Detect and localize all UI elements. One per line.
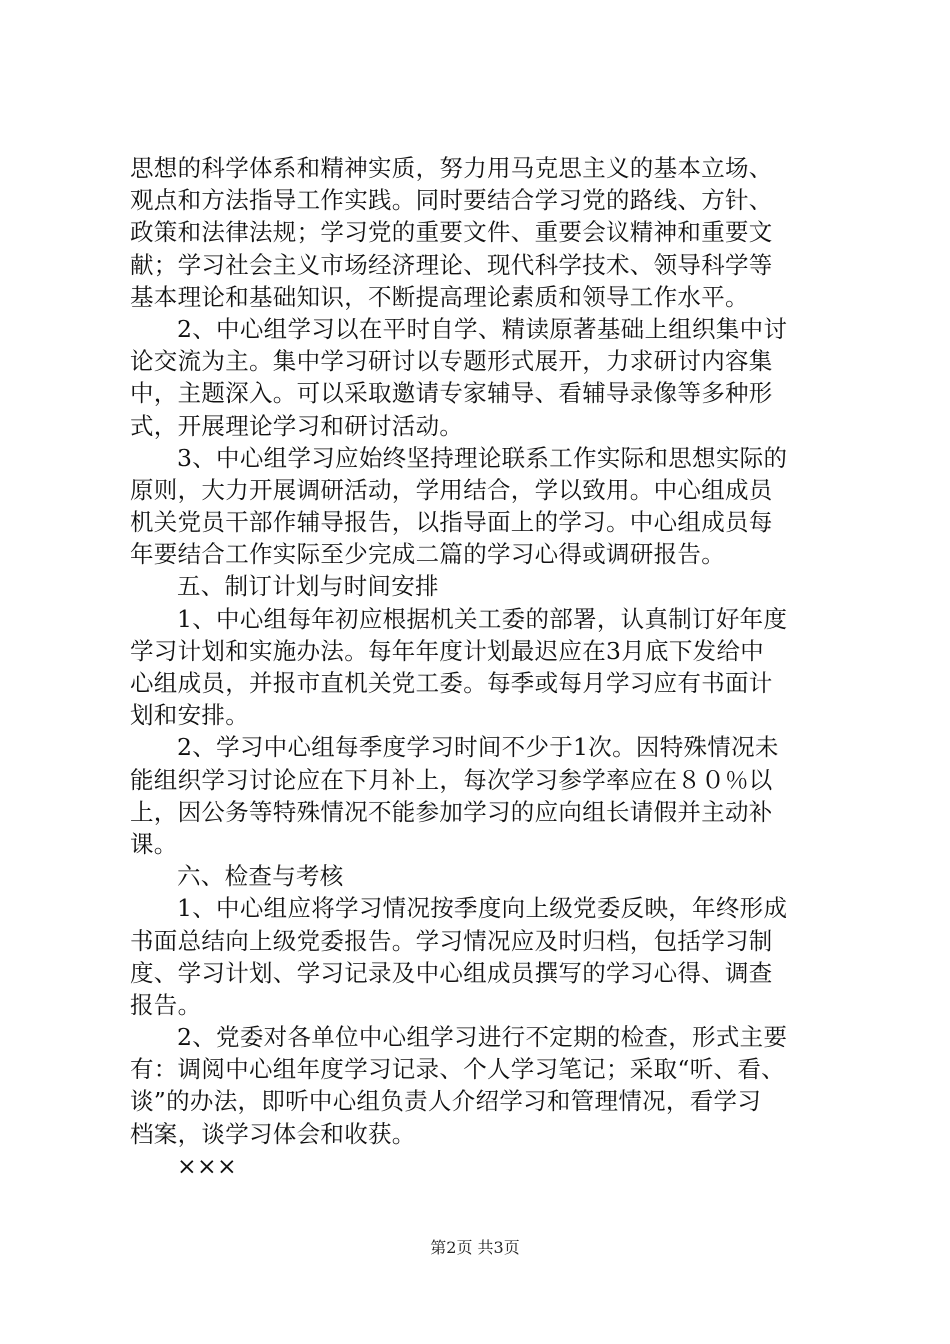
text-line: 2、党委对各单位中心组学习进行不定期的检查，形式主要	[177, 1023, 788, 1052]
text-line: ×××	[177, 1151, 237, 1180]
text-line: 机关党员干部作辅导报告，以指导面上的学习。中心组成员每	[130, 508, 773, 537]
text-line: 原则，大力开展调研活动，学用结合，学以致用。中心组成员	[130, 475, 773, 504]
text-line: 有：调阅中心组年度学习记录、个人学习笔记；采取“听、看、	[130, 1055, 785, 1084]
document-body	[130, 152, 840, 1182]
text-line: 2、中心组学习以在平时自学、精读原著基础上组织集中讨	[177, 314, 788, 343]
text-line: 基本理论和基础知识，不断提高理论素质和领导工作水平。	[130, 282, 749, 311]
text-line: 心组成员，并报市直机关党工委。每季或每月学习应有书面计	[130, 669, 773, 697]
text-line: 五、制订计划与时间安排	[177, 572, 439, 601]
text-line: 上，因公务等特殊情况不能参加学习的应向组长请假并主动补	[130, 797, 773, 826]
text-line: 划和安排。	[130, 701, 249, 730]
text-line: 观点和方法指导工作实践。同时要结合学习党的路线、方针、	[130, 186, 773, 215]
text-line: 式，开展理论学习和研讨活动。	[130, 411, 464, 440]
page-number-label: 第2页 共3页	[430, 1238, 520, 1257]
page-footer	[0, 1238, 950, 1258]
text-line: 中，主题深入。可以采取邀请专家辅导、看辅导录像等多种形	[130, 379, 773, 408]
text-line: 政策和法律法规；学习党的重要文件、重要会议精神和重要文	[130, 218, 773, 247]
text-line: 2、学习中心组每季度学习时间不少于1次。因特殊情况未	[177, 733, 779, 762]
text-line: 1、中心组每年初应根据机关工委的部署，认真制订好年度	[177, 604, 788, 633]
text-line: 度、学习计划、学习记录及中心组成员撰写的学习心得、调查	[130, 958, 773, 987]
text-line: 书面总结向上级党委报告。学习情况应及时归档，包括学习制	[130, 926, 773, 955]
text-line: 课。	[130, 829, 178, 858]
text-line: 3、中心组学习应始终坚持理论联系工作实际和思想实际的	[177, 443, 788, 472]
text-line: 论交流为主。集中学习研讨以专题形式展开，力求研讨内容集	[130, 347, 773, 376]
text-line: 献；学习社会主义市场经济理论、现代科学技术、领导科学等	[130, 250, 773, 279]
text-line: 谈”的办法，即听中心组负责人介绍学习和管理情况，看学习	[130, 1087, 762, 1116]
text-line: 学习计划和实施办法。每年年度计划最迟应在3月底下发给中	[130, 636, 765, 665]
text-line: 档案，谈学习体会和收获。	[130, 1119, 416, 1148]
text-line: 年要结合工作实际至少完成二篇的学习心得或调研报告。	[130, 540, 725, 569]
text-line: 报告。	[130, 990, 202, 1019]
text-line: 思想的科学体系和精神实质，努力用马克思主义的基本立场、	[130, 154, 773, 182]
text-line: 1、中心组应将学习情况按季度向上级党委反映，年终形成	[177, 894, 788, 923]
text-line: 六、检查与考核	[177, 862, 344, 891]
text-line: 能组织学习讨论应在下月补上，每次学习参学率应在８０％以	[130, 765, 773, 794]
